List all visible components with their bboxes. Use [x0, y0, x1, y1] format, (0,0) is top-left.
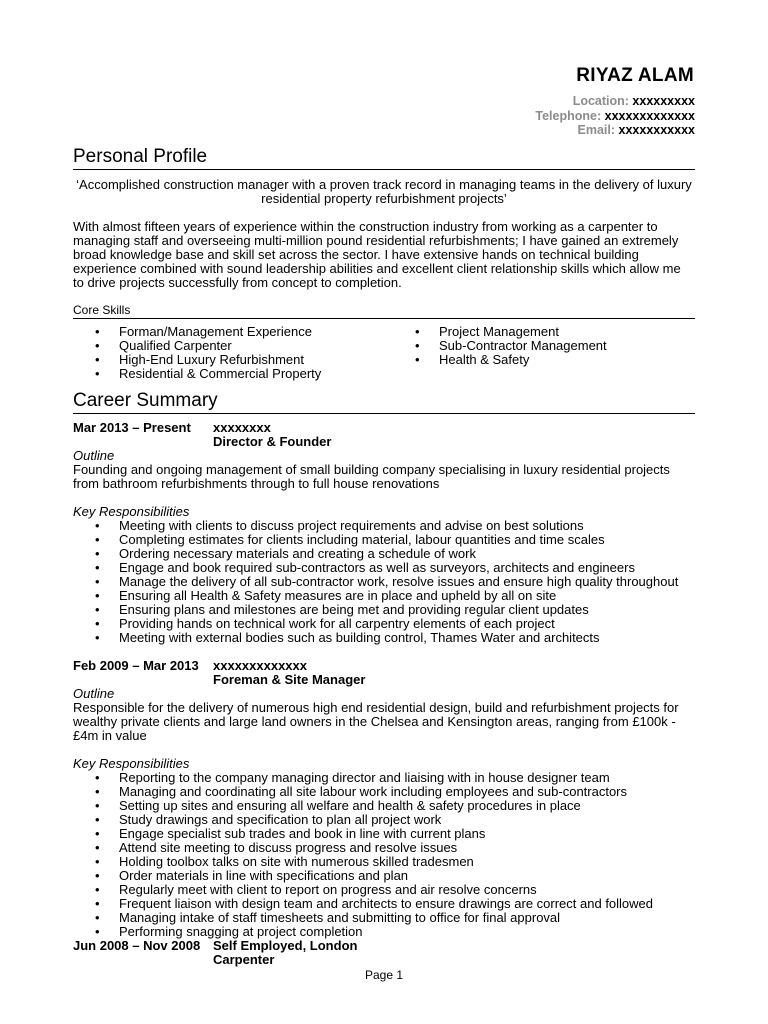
candidate-name: RIYAZ ALAM	[576, 65, 694, 86]
job-company: xxxxxxxxxxxxx	[213, 658, 307, 673]
location-value: xxxxxxxxx	[632, 94, 695, 108]
job-role: Carpenter	[213, 952, 275, 967]
job-company: Self Employed, London	[213, 938, 358, 953]
list-item: • Study drawings and specification to plan all project work	[73, 813, 695, 827]
outline-label: Outline	[73, 448, 115, 463]
job-role: Director & Founder	[213, 434, 332, 449]
email-value: xxxxxxxxxxx	[618, 123, 695, 137]
job-dates: Jun 2008 – Nov 2008	[73, 938, 201, 953]
list-item: • Engage specialist sub trades and book in line with current plans	[73, 827, 695, 841]
job-dates: Feb 2009 – Mar 2013	[73, 658, 199, 673]
skill-item: • Project Management	[393, 325, 607, 339]
profile-quote: ‘Accomplished construction manager with a proven track record in managing teams in the delivery of luxury residential property refurbishment projects’	[76, 177, 692, 206]
list-item: • Attend site meeting to discuss progress and resolve issues	[73, 841, 695, 855]
email-line	[535, 123, 695, 138]
job-outline: Founding and ongoing management of small building company specialising in luxury residential projects from bathroom refurbishments through to full house renovations	[73, 462, 670, 491]
job-outline: Responsible for the delivery of numerous high end residential design, build and refurbishment projects for wealthy private clients and large land owners in the Chelsea and Kensington areas, ranging from £100k - £4m in value	[73, 700, 679, 743]
job-entry	[73, 939, 695, 967]
list-item: • Ordering necessary materials and creating a schedule of work	[73, 547, 695, 561]
list-item: • Holding toolbox talks on site with numerous skilled tradesmen	[73, 855, 695, 869]
responsibilities-list	[73, 519, 695, 645]
responsibilities-label: Key Responsibilities	[73, 756, 190, 771]
list-item: • Order materials in line with specifications and plan	[73, 869, 695, 883]
list-item: • Reporting to the company managing director and liaising with in house designer team	[73, 771, 695, 785]
career-summary-heading: Career Summary	[73, 390, 695, 414]
personal-profile-heading: Personal Profile	[73, 146, 695, 170]
list-item: • Performing snagging at project completion	[73, 925, 695, 939]
list-item: • Managing and coordinating all site labour work including employees and sub-contractors	[73, 785, 695, 799]
location-label: Location:	[572, 94, 629, 108]
page-number: Page 1	[364, 968, 404, 982]
job-entry	[73, 659, 695, 939]
core-skills-heading: Core Skills	[73, 304, 695, 319]
job-header	[73, 939, 695, 953]
profile-summary: With almost fifteen years of experience within the construction industry from working as a carpenter to managing staff and overseeing multi-million pound residential refurbishments; I have gained an extremely broad knowledge base and skill set across the sector. I have extensive hands on technical building experience combined with sound leadership abilities and excellent client relationship skills which allow me to drive projects successfully from concept to completion.	[73, 219, 681, 290]
list-item: • Meeting with clients to discuss project requirements and advise on best solutions	[73, 519, 695, 533]
skill-item: • Sub-Contractor Management	[393, 339, 607, 353]
skill-item: • Forman/Management Experience	[73, 325, 393, 339]
skill-item: • High-End Luxury Refurbishment	[73, 353, 393, 367]
list-item: • Setting up sites and ensuring all welfare and health & safety procedures in place	[73, 799, 695, 813]
contact-block	[535, 94, 695, 138]
list-item: • Providing hands on technical work for all carpentry elements of each project	[73, 617, 695, 631]
list-item: • Frequent liaison with design team and architects to ensure drawings are correct and followed	[73, 897, 695, 911]
job-role: Foreman & Site Manager	[213, 672, 366, 687]
job-header	[73, 659, 695, 673]
skill-item: • Qualified Carpenter	[73, 339, 393, 353]
list-item: • Meeting with external bodies such as building control, Thames Water and architects	[73, 631, 695, 645]
outline-label: Outline	[73, 686, 115, 701]
responsibilities-list	[73, 771, 695, 939]
list-item: • Manage the delivery of all sub-contractor work, resolve issues and ensure high quality throughout	[73, 575, 695, 589]
core-skills-list	[73, 325, 695, 381]
skills-column-2	[393, 325, 607, 381]
responsibilities-label: Key Responsibilities	[73, 504, 190, 519]
job-company: xxxxxxxx	[213, 420, 271, 435]
email-label: Email:	[577, 123, 616, 137]
list-item: • Engage and book required sub-contractors as well as surveyors, architects and engineers	[73, 561, 695, 575]
list-item: • Regularly meet with client to report on progress and air resolve concerns	[73, 883, 695, 897]
job-entry	[73, 421, 695, 645]
skills-column-1	[73, 325, 393, 381]
telephone-label: Telephone:	[535, 108, 602, 123]
list-item: • Managing intake of staff timesheets and submitting to office for final approval	[73, 911, 695, 925]
list-item: • Completing estimates for clients including material, labour quantities and time scales	[73, 533, 695, 547]
location-line	[535, 94, 695, 109]
list-item: • Ensuring all Health & Safety measures are in place and upheld by all on site	[73, 589, 695, 603]
list-item: • Ensuring plans and milestones are being met and providing regular client updates	[73, 603, 695, 617]
job-dates: Mar 2013 – Present	[73, 420, 191, 435]
skill-item: • Residential & Commercial Property	[73, 367, 393, 381]
telephone-line	[535, 109, 695, 124]
job-header	[73, 421, 695, 435]
telephone-value: xxxxxxxxxxxxx	[604, 108, 695, 123]
skill-item: • Health & Safety	[393, 353, 607, 367]
resume-content	[73, 146, 695, 967]
